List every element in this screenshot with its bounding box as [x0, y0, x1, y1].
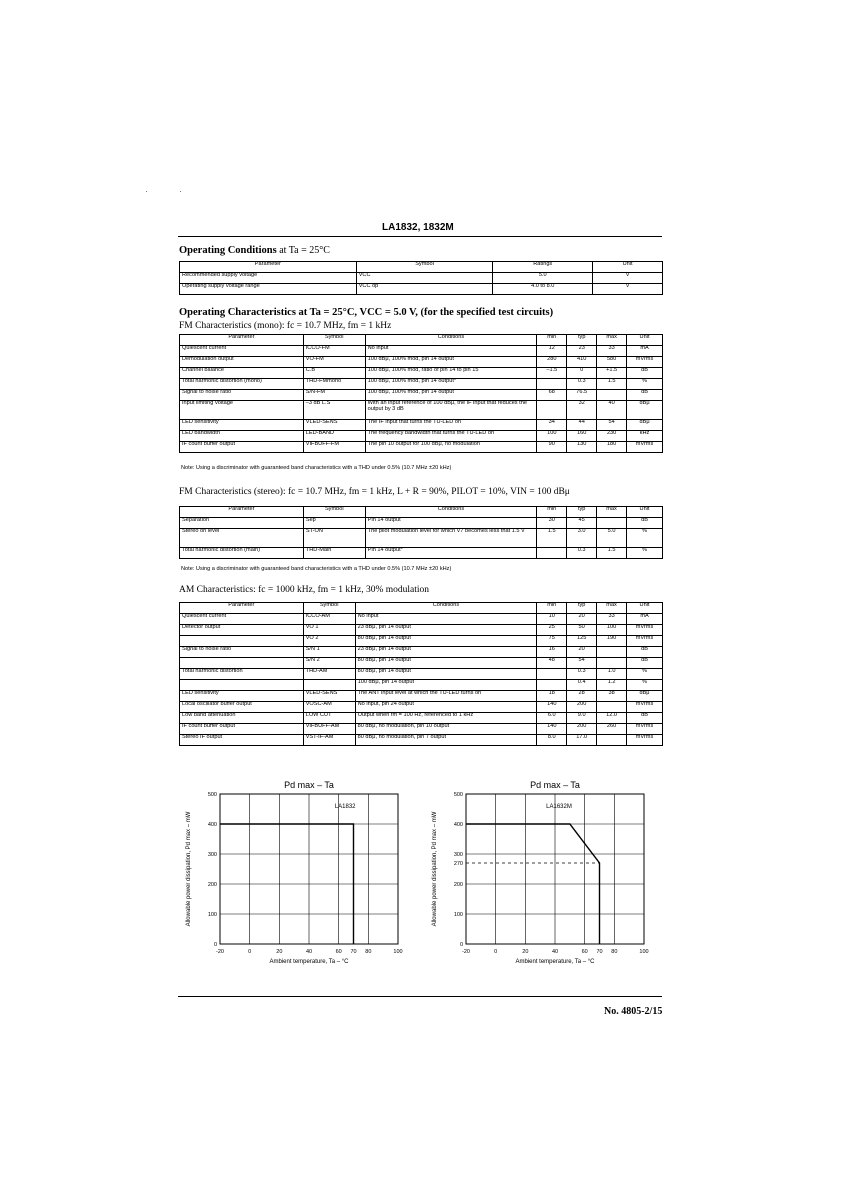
table-cell: 23 dBμ, pin 14 output	[355, 625, 537, 636]
column-header: Unit	[627, 335, 663, 346]
table-cell: The IF input that turns the TU-LED on	[365, 420, 537, 431]
table-cell: Low band attenuation	[180, 713, 304, 724]
column-header: typ	[567, 335, 597, 346]
table-cell: dB	[627, 658, 663, 669]
table-cell: 230	[597, 431, 627, 442]
table-cell: ST-ON	[303, 529, 365, 548]
x-tick-label: 20	[276, 949, 283, 955]
y-axis-label: Allowable power dissipation, Pd max – mW	[186, 811, 192, 927]
table-cell: 0.4	[567, 680, 597, 691]
table-cell: 23 dBμ, pin 14 output	[355, 647, 537, 658]
x-tick-label: 0	[494, 949, 498, 955]
table-cell	[537, 401, 567, 420]
table-row	[180, 724, 663, 735]
table-cell: Total harmonic distortion (main)	[180, 548, 304, 559]
table-row	[180, 390, 663, 401]
table-row	[180, 691, 663, 702]
x-tick-label: 60	[335, 949, 342, 955]
column-header: typ	[567, 507, 597, 518]
table-cell: 12	[537, 346, 567, 357]
table-cell: +1.5	[597, 368, 627, 379]
table-cell: The pilot modulation level for which V7 becomes less that 1.5 V	[365, 529, 537, 548]
column-header: Parameter	[180, 507, 304, 518]
table-cell: 20	[567, 647, 597, 658]
table-cell: 9.0	[567, 713, 597, 724]
header-rule	[178, 236, 662, 237]
table-cell: 32	[567, 401, 597, 420]
table-cell: LED sensitivity	[180, 691, 304, 702]
table-cell: 38	[597, 691, 627, 702]
table-cell: S/N 2	[303, 658, 355, 669]
table-cell: 1.2	[597, 680, 627, 691]
y-tick-label: 200	[207, 882, 217, 888]
table-cell: 40	[597, 401, 627, 420]
table-cell: 0	[567, 368, 597, 379]
table-cell: 44	[567, 420, 597, 431]
table-cell: 54	[597, 420, 627, 431]
table-cell: Separation	[180, 518, 304, 529]
table-cell: IF count buffer output	[180, 442, 304, 453]
table-row	[180, 669, 663, 680]
table-cell: ICCO-FM	[303, 346, 365, 357]
y-tick-label: 500	[453, 792, 463, 798]
table-cell: Demodulation output	[180, 357, 304, 368]
y-tick-label: 400	[207, 822, 217, 828]
table-cell: 8.0	[537, 735, 567, 746]
x-axis-label: Ambient temperature, Ta – °C	[515, 959, 595, 965]
table-cell	[597, 518, 627, 529]
table-cell: 17.0	[567, 735, 597, 746]
table-cell: 130	[567, 442, 597, 453]
table-cell: 80 dBμ, no modulation, pin 10 output	[355, 724, 537, 735]
column-header: Unit	[627, 507, 663, 518]
table-cell: THD-AM	[303, 669, 355, 680]
table-cell: dBμ	[627, 691, 663, 702]
column-header: max	[597, 507, 627, 518]
table-cell: 100	[537, 431, 567, 442]
table-row	[180, 548, 663, 559]
table-cell: IF count buffer output	[180, 724, 304, 735]
table-cell: VST-IF-AM	[303, 735, 355, 746]
table-row	[180, 420, 663, 431]
table-row	[180, 401, 663, 420]
table-cell: 160	[567, 431, 597, 442]
table-cell: 100 dBμ, 100% mod, pin 14 output	[365, 390, 537, 401]
column-header: min	[537, 507, 567, 518]
table-cell: Stereo on level	[180, 529, 304, 548]
table-cell: 100 dBμ, 100% mod, pin 14 output*	[365, 379, 537, 390]
y-tick-label: 100	[453, 912, 463, 918]
table-cell: Sep	[303, 518, 365, 529]
x-tick-label: 40	[551, 949, 559, 955]
table-header-row: Parameter Symbol Ratings Unit	[180, 262, 663, 273]
table-cell: 54	[567, 658, 597, 669]
table-cell: 580	[597, 357, 627, 368]
y-tick-label: 500	[207, 792, 217, 798]
pd-max-chart-la1632m	[422, 772, 662, 987]
table-cell: LOW CUT	[303, 713, 355, 724]
table-cell: The ANT input level at which the TU-LED turns on	[355, 691, 537, 702]
table-cell: Channel balance	[180, 368, 304, 379]
y-tick-label: 300	[207, 852, 217, 858]
scan-dot	[180, 191, 181, 192]
x-tick-label: 80	[365, 949, 372, 955]
table-cell: 6.0	[537, 713, 567, 724]
table-cell: 0.3	[567, 548, 597, 559]
table-cell: Detector output	[180, 625, 304, 636]
table-cell: The pin 10 output for 100 dBμ, no modulation	[365, 442, 537, 453]
y-tick-label: 0	[213, 942, 217, 948]
table-row	[180, 702, 663, 713]
table-cell: %	[627, 669, 663, 680]
table-cell: 12.0	[597, 713, 627, 724]
table-cell: dB	[627, 518, 663, 529]
operating-conditions-heading: Operating Conditions at Ta = 25°C	[179, 245, 330, 256]
table-cell: 76.5	[567, 390, 597, 401]
column-header: Symbol	[303, 603, 355, 614]
table-cell: kHz	[627, 431, 663, 442]
y-tick-label: 200	[453, 882, 463, 888]
am-subtitle: AM Characteristics: fc = 1000 kHz, fm = 1 kHz, 30% modulation	[179, 585, 430, 595]
table-cell: 25	[537, 625, 567, 636]
table-header-row	[180, 335, 663, 346]
x-tick-label: 80	[611, 949, 618, 955]
operating-conditions-table	[179, 261, 663, 295]
table-cell: 200	[567, 724, 597, 735]
table-cell: dBμ	[627, 401, 663, 420]
table-cell: 80 dBμ, pin 14 output	[355, 669, 537, 680]
table-row: Operating supply voltage range VCC op 4.0 to 8.0 V	[180, 284, 663, 295]
x-tick-label: -20	[462, 949, 470, 955]
y-tick-label: 400	[453, 822, 463, 828]
table-cell: Pin 14 output	[365, 518, 537, 529]
fm-mono-table	[179, 334, 663, 453]
table-cell	[597, 390, 627, 401]
table-cell: dB	[627, 390, 663, 401]
column-header: Parameter	[180, 335, 304, 346]
table-cell: THD-FMmono	[303, 379, 365, 390]
table-cell: dB	[627, 713, 663, 724]
table-cell: 80 dBμ, pin 14 output	[355, 636, 537, 647]
table-cell: ICCO-AM	[303, 614, 355, 625]
table-cell: LED sensitivity	[180, 420, 304, 431]
x-tick-label: 20	[522, 949, 529, 955]
table-row	[180, 658, 663, 669]
x-tick-label: 100	[639, 949, 649, 955]
table-cell: mA	[627, 346, 663, 357]
table-cell: Output when fm = 100 Hz, referenced to 1 kHz	[355, 713, 537, 724]
column-header: Conditions	[355, 603, 537, 614]
table-cell	[537, 548, 567, 559]
pd-max-chart-la1832	[176, 772, 416, 987]
table-cell	[597, 735, 627, 746]
table-cell	[180, 658, 304, 669]
table-cell: %	[627, 379, 663, 390]
table-cell: %	[627, 529, 663, 548]
table-cell: 80 dBμ, no modulation, pin 7 output	[355, 735, 537, 746]
table-row	[180, 431, 663, 442]
table-cell: 45	[567, 518, 597, 529]
table-cell: Input limiting voltage	[180, 401, 304, 420]
table-cell	[597, 647, 627, 658]
table-cell: 10	[537, 614, 567, 625]
table-cell: VOSC-AM	[303, 702, 355, 713]
table-cell: Local oscillator buffer output	[180, 702, 304, 713]
table-cell: dBμ	[627, 420, 663, 431]
table-row	[180, 357, 663, 368]
table-row: Recommended supply voltage VCC 5.0 V	[180, 273, 663, 284]
table-cell: mVrms	[627, 442, 663, 453]
y-tick-label: 270	[453, 861, 463, 867]
table-row	[180, 518, 663, 529]
table-cell: 100 dBμ, pin 14 output	[355, 680, 537, 691]
table-cell: VIFBUFF-FM	[303, 442, 365, 453]
table-row	[180, 442, 663, 453]
table-cell: Total harmonic distortion (mono)	[180, 379, 304, 390]
doc-header-title: LA1832, 1832M	[382, 222, 454, 233]
table-cell: 140	[537, 724, 567, 735]
table-cell: 125	[567, 636, 597, 647]
table-cell: 410	[567, 357, 597, 368]
table-cell: 200	[567, 702, 597, 713]
table-cell	[597, 658, 627, 669]
table-cell: VO 2	[303, 636, 355, 647]
column-header: Conditions	[365, 335, 537, 346]
table-cell: C.B	[303, 368, 365, 379]
y-tick-label: 100	[207, 912, 217, 918]
table-row	[180, 636, 663, 647]
table-cell: LED-BAND	[303, 431, 365, 442]
table-cell: 1.0	[597, 669, 627, 680]
table-cell: VLED-SENS	[303, 691, 355, 702]
chart-title: Pd max – Ta	[530, 780, 580, 790]
table-cell: mVrms	[627, 702, 663, 713]
x-axis-label: Ambient temperature, Ta – °C	[269, 959, 349, 965]
column-header: Unit	[627, 603, 663, 614]
table-row	[180, 368, 663, 379]
table-cell: 34	[537, 420, 567, 431]
table-cell: 0.3	[567, 669, 597, 680]
am-table	[179, 602, 663, 746]
table-cell: THD-Main	[303, 548, 365, 559]
x-tick-label: 100	[393, 949, 403, 955]
series-label: LA1832	[334, 804, 356, 810]
table-cell: dB	[627, 647, 663, 658]
table-cell: 140	[537, 702, 567, 713]
table-row	[180, 647, 663, 658]
table-cell: Quiescent current	[180, 614, 304, 625]
column-header: Parameter	[180, 603, 304, 614]
table-row	[180, 680, 663, 691]
column-header: Symbol	[303, 507, 365, 518]
table-cell	[537, 680, 567, 691]
table-cell: 5.0	[597, 529, 627, 548]
footer-rule	[178, 996, 662, 997]
table-cell: 80 dBμ, pin 14 output	[355, 658, 537, 669]
table-cell: –1.5	[537, 368, 567, 379]
table-cell: 33	[597, 346, 627, 357]
column-header: Conditions	[365, 507, 537, 518]
column-header: max	[597, 603, 627, 614]
table-cell: 100 dBμ, 100% mod, ratio of pin 14 to pin 15	[365, 368, 537, 379]
table-cell: 1.5	[597, 548, 627, 559]
operating-characteristics-heading: Operating Characteristics at Ta = 25°C, VCC = 5.0 V, (for the specified test circuits)	[179, 307, 554, 318]
table-cell: mVrms	[627, 357, 663, 368]
table-row	[180, 346, 663, 357]
table-cell: %	[627, 680, 663, 691]
fm-stereo-subtitle: FM Characteristics (stereo): fc = 10.7 MHz, fm = 1 kHz, L + R = 90%, PILOT = 10%, VIN = 100 dBμ	[179, 487, 570, 497]
table-cell: 1.5	[537, 529, 567, 548]
table-cell	[537, 669, 567, 680]
table-row	[180, 529, 663, 548]
table-cell: The frequency bandwidth that turns the TU-LED on	[365, 431, 537, 442]
y-tick-label: 300	[453, 852, 463, 858]
table-cell: mA	[627, 614, 663, 625]
table-cell: S/N-FM	[303, 390, 365, 401]
table-row	[180, 713, 663, 724]
table-cell: mVrms	[627, 724, 663, 735]
table-header-row	[180, 507, 663, 518]
table-cell: 1.5	[597, 379, 627, 390]
table-cell: mVrms	[627, 636, 663, 647]
fm-mono-note: Note: Using a discriminator with guaranteed band characteristics with a THD under 0.5% (10.7 MHz ±20 kHz)	[181, 465, 452, 471]
table-cell: –3 dB L.S	[303, 401, 365, 420]
table-cell: Signal to noise ratio	[180, 647, 304, 658]
table-cell: 68	[537, 390, 567, 401]
table-cell: VO 1	[303, 625, 355, 636]
x-tick-label: -20	[216, 949, 224, 955]
table-cell: 48	[537, 658, 567, 669]
table-cell	[597, 702, 627, 713]
table-cell: 280	[537, 357, 567, 368]
table-cell: 90	[537, 442, 567, 453]
table-cell: 23	[567, 346, 597, 357]
fm-stereo-note: Note: Using a discriminator with guaranteed band characteristics with a THD under 0.5% (10.7 MHz ±20 kHz)	[181, 566, 452, 572]
x-tick-label: 0	[248, 949, 252, 955]
table-cell: VLED-SENS	[303, 420, 365, 431]
table-cell: 20	[567, 614, 597, 625]
table-cell: %	[627, 548, 663, 559]
table-cell: Pin 14 output*	[365, 548, 537, 559]
table-cell: 180	[597, 442, 627, 453]
table-row	[180, 735, 663, 746]
table-cell: 16	[537, 647, 567, 658]
table-cell: With an input reference of 100 dBμ, the IF input that reduces the output by 3 dB	[365, 401, 537, 420]
table-cell: 33	[597, 614, 627, 625]
series-label: LA1632M	[546, 804, 572, 810]
table-cell: Stereo IF output	[180, 735, 304, 746]
table-cell: 75	[537, 636, 567, 647]
table-cell: 3.0	[567, 529, 597, 548]
table-cell: 100 dBμ, 100% mod, pin 14 output	[365, 357, 537, 368]
table-cell	[537, 379, 567, 390]
table-cell: 30	[537, 518, 567, 529]
table-cell: Quiescent current	[180, 346, 304, 357]
y-axis-label: Allowable power dissipation, Pd max – mW	[432, 811, 438, 927]
x-tick-label: 40	[305, 949, 313, 955]
table-row	[180, 614, 663, 625]
table-cell	[180, 636, 304, 647]
table-row	[180, 625, 663, 636]
scan-dot	[146, 191, 147, 192]
y-tick-label: 0	[459, 942, 463, 948]
table-cell	[303, 680, 355, 691]
page-number: No. 4805-2/15	[604, 1006, 663, 1017]
table-cell: mVrms	[627, 625, 663, 636]
x-tick-label: 70	[596, 949, 603, 955]
table-cell: S/N 1	[303, 647, 355, 658]
table-cell: VO-FM	[303, 357, 365, 368]
table-row	[180, 379, 663, 390]
table-cell: LED bandwidth	[180, 431, 304, 442]
table-cell: No input	[355, 614, 537, 625]
fm-stereo-table	[179, 506, 663, 559]
table-header-row	[180, 603, 663, 614]
table-cell: 100	[597, 625, 627, 636]
column-header: Symbol	[303, 335, 365, 346]
fm-mono-subtitle: FM Characteristics (mono): fc = 10.7 MHz, fm = 1 kHz	[179, 321, 392, 331]
table-cell: No input	[365, 346, 537, 357]
table-cell: 50	[567, 625, 597, 636]
table-cell: mVrms	[627, 735, 663, 746]
table-cell: No input, pin 24 output	[355, 702, 537, 713]
column-header: max	[597, 335, 627, 346]
table-cell: 260	[597, 724, 627, 735]
table-cell: 190	[597, 636, 627, 647]
table-cell: 0.3	[567, 379, 597, 390]
column-header: typ	[567, 603, 597, 614]
table-cell: 28	[567, 691, 597, 702]
table-cell	[180, 680, 304, 691]
table-cell: Total harmonic distortion	[180, 669, 304, 680]
x-tick-label: 70	[350, 949, 357, 955]
table-cell: VIFBUFF-AM	[303, 724, 355, 735]
column-header: min	[537, 335, 567, 346]
table-cell: dB	[627, 368, 663, 379]
column-header: min	[537, 603, 567, 614]
chart-title: Pd max – Ta	[284, 780, 334, 790]
table-cell: 18	[537, 691, 567, 702]
x-tick-label: 60	[581, 949, 588, 955]
table-cell: Signal to noise ratio	[180, 390, 304, 401]
